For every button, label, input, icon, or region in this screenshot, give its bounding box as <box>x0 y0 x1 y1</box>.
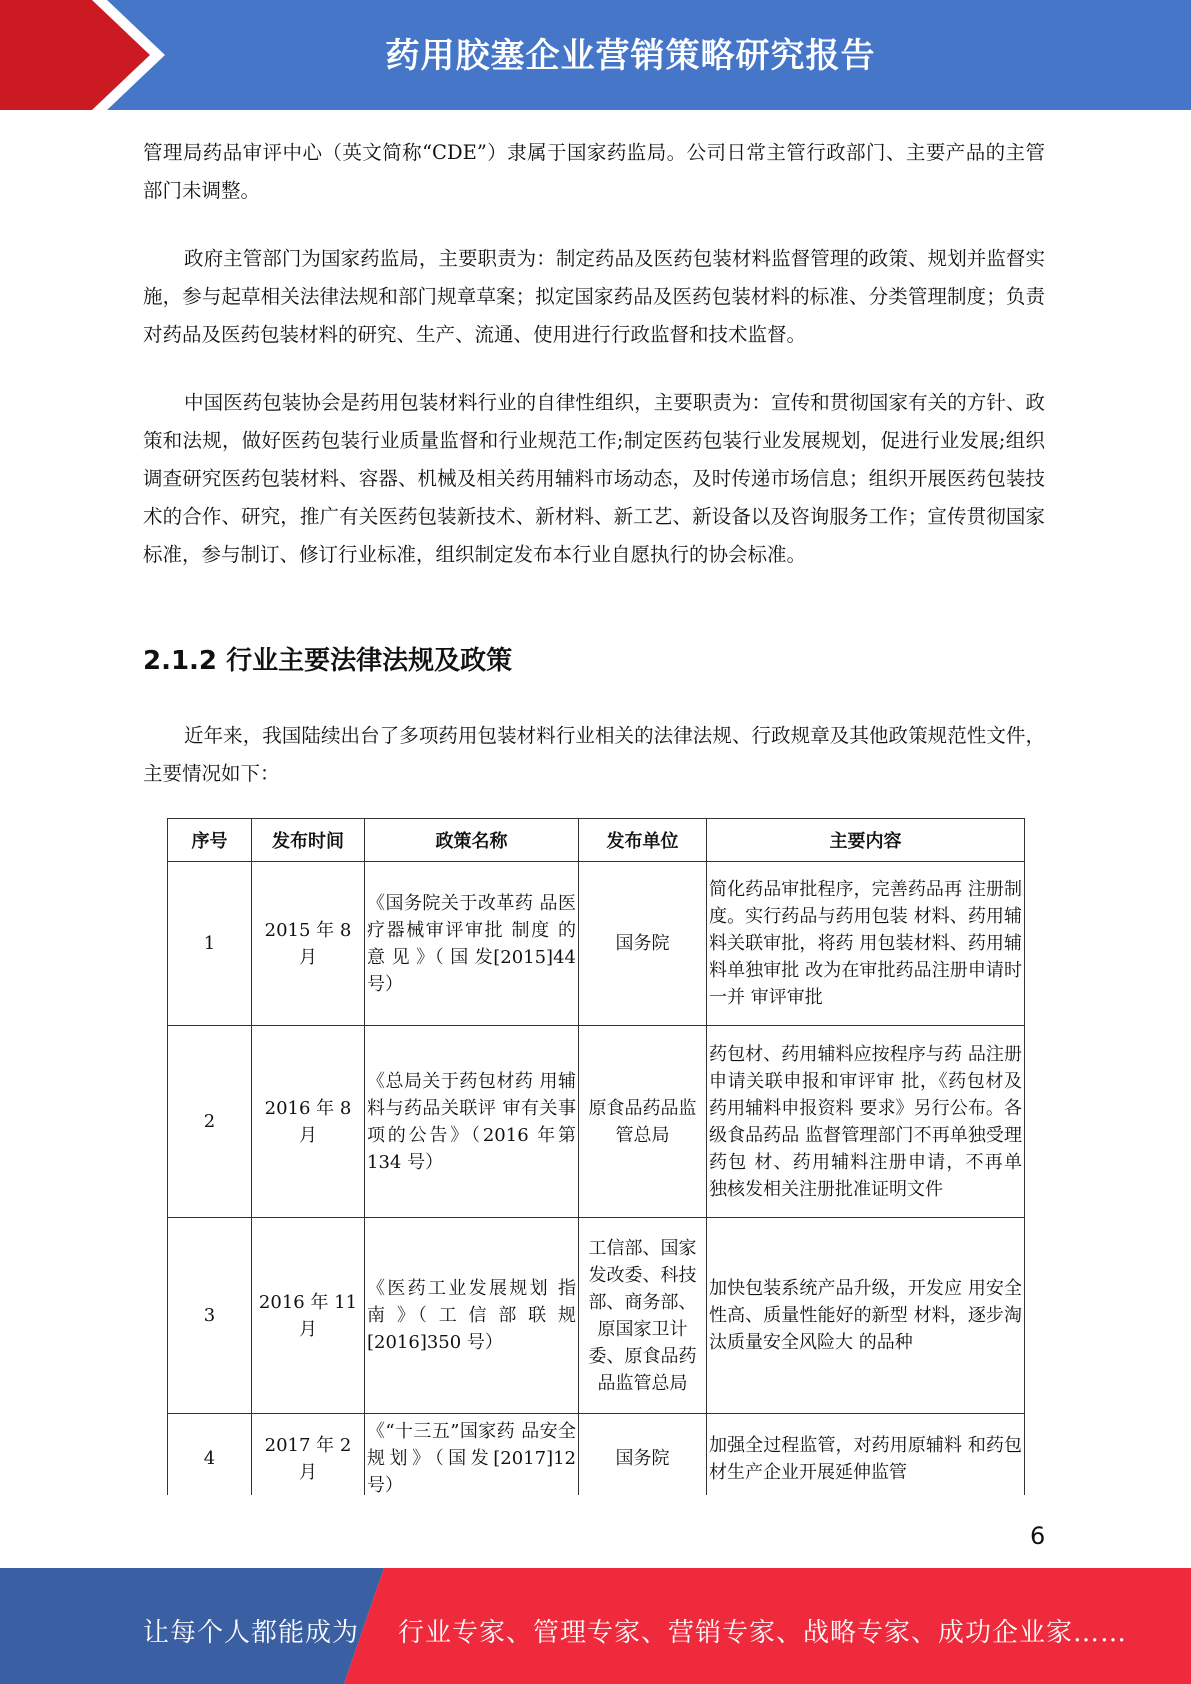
body-text <box>143 134 1045 574</box>
cell-no: 2 <box>168 1026 252 1218</box>
footer-slogan-right: 行业专家、管理专家、营销专家、战略专家、成功企业家…… <box>398 1618 1128 1648</box>
page-number: 6 <box>1030 1522 1046 1550</box>
intro-text: 近年来，我国陆续出台了多项药用包装材料行业相关的法律法规、行政规章及其他政策规范性文件，主要情况如下： <box>143 724 1045 785</box>
cell-date: 2016 年 8 月 <box>252 1026 365 1218</box>
page-footer <box>0 1568 1191 1684</box>
cell-issuer: 国务院 <box>579 862 707 1026</box>
paragraph-2: 政府主管部门为国家药监局，主要职责为：制定药品及医药包装材料监督管理的政策、规划并监督实施，参与起草相关法律法规和部门规章草案；拟定国家药品及医药包装材料的标准、分类管理制度；负责对药品及医药包装材料的研究、生产、流通、使用进行行政监督和技术监督。 <box>143 247 1045 346</box>
policy-table-container <box>167 818 1025 1495</box>
table-row <box>168 862 1025 1026</box>
cell-policy-name: 《总局关于药包材药 用辅料与药品关联评 审有关事项的公告》（2016 年第 134 号） <box>365 1026 579 1218</box>
cell-date: 2015 年 8 月 <box>252 862 365 1026</box>
cell-policy-name: 《医药工业发展规划 指 南 》（ 工 信 部 联 规[2016]350 号） <box>365 1218 579 1414</box>
header-cell: 发布时间 <box>252 819 365 862</box>
page-header <box>0 0 1191 110</box>
cell-issuer: 工信部、国家发改委、科技部、商务部、原国家卫计委、原食品药品监管总局 <box>579 1218 707 1414</box>
cell-content: 药包材、药用辅料应按程序与药 品注册申请关联申报和审评审 批，《药包材及药用辅料申报资料 要求》另行公布。各级食品药品 监督管理部门不再单独受理药包 材、药用辅料注册申请，不再单 独核发相关注册批准证明文件 <box>707 1026 1025 1218</box>
cell-no: 1 <box>168 862 252 1026</box>
table-header-row <box>168 819 1025 862</box>
cell-policy-name: 《“十三五”国家药 品安全规划》（国发[2017]12 号） <box>365 1414 579 1496</box>
intro-paragraph <box>143 717 1045 793</box>
cell-issuer: 原食品药品监管总局 <box>579 1026 707 1218</box>
cell-issuer: 国务院 <box>579 1414 707 1496</box>
table-row <box>168 1414 1025 1496</box>
header-cell: 主要内容 <box>707 819 1025 862</box>
cell-content: 简化药品审批程序，完善药品再 注册制度。实行药品与药用包装 材料、药用辅料关联审批，将药 用包装材料、药用辅料单独审批 改为在审批药品注册申请时一并 审评审批 <box>707 862 1025 1026</box>
report-title: 药用胶塞企业营销策略研究报告 <box>385 36 876 76</box>
header-cell: 政策名称 <box>365 819 579 862</box>
table-row <box>168 1026 1025 1218</box>
cell-date: 2017 年 2 月 <box>252 1414 365 1496</box>
paragraph-1: 管理局药品审评中心（英文简称“CDE”）隶属于国家药监局。公司日常主管行政部门、主要产品的主管部门未调整。 <box>143 141 1045 202</box>
cell-no: 3 <box>168 1218 252 1414</box>
cell-no: 4 <box>168 1414 252 1496</box>
cell-policy-name: 《国务院关于改革药 品医疗器械审评审批 制度 的 意 见 》（ 国 发[2015]44 号） <box>365 862 579 1026</box>
footer-slogan-left: 让每个人都能成为 <box>143 1618 360 1648</box>
section-heading: 2.1.2 行业主要法律法规及政策 <box>143 646 513 676</box>
table-row <box>168 1218 1025 1414</box>
paragraph-3: 中国医药包装协会是药用包装材料行业的自律性组织，主要职责为：宣传和贯彻国家有关的方针、政策和法规，做好医药包装行业质量监督和行业规范工作;制定医药包装行业发展规划，促进行业发展;组织调查研究医药包装材料、容器、机械及相关药用辅料市场动态，及时传递市场信息；组织开展医药包装技术的合作、研究，推广有关医药包装新技术、新材料、新工艺、新设备以及咨询服务工作；宣传贯彻国家标准，参与制订、修订行业标准，组织制定发布本行业自愿执行的协会标准。 <box>143 391 1045 566</box>
header-cell: 发布单位 <box>579 819 707 862</box>
header-cell: 序号 <box>168 819 252 862</box>
cell-content: 加快包装系统产品升级，开发应 用安全性高、质量性能好的新型 材料，逐步淘汰质量安全风险大 的品种 <box>707 1218 1025 1414</box>
cell-content: 加强全过程监管，对药用原辅料 和药包材生产企业开展延伸监管 <box>707 1414 1025 1496</box>
policy-table <box>167 818 1025 1495</box>
cell-date: 2016 年 11 月 <box>252 1218 365 1414</box>
